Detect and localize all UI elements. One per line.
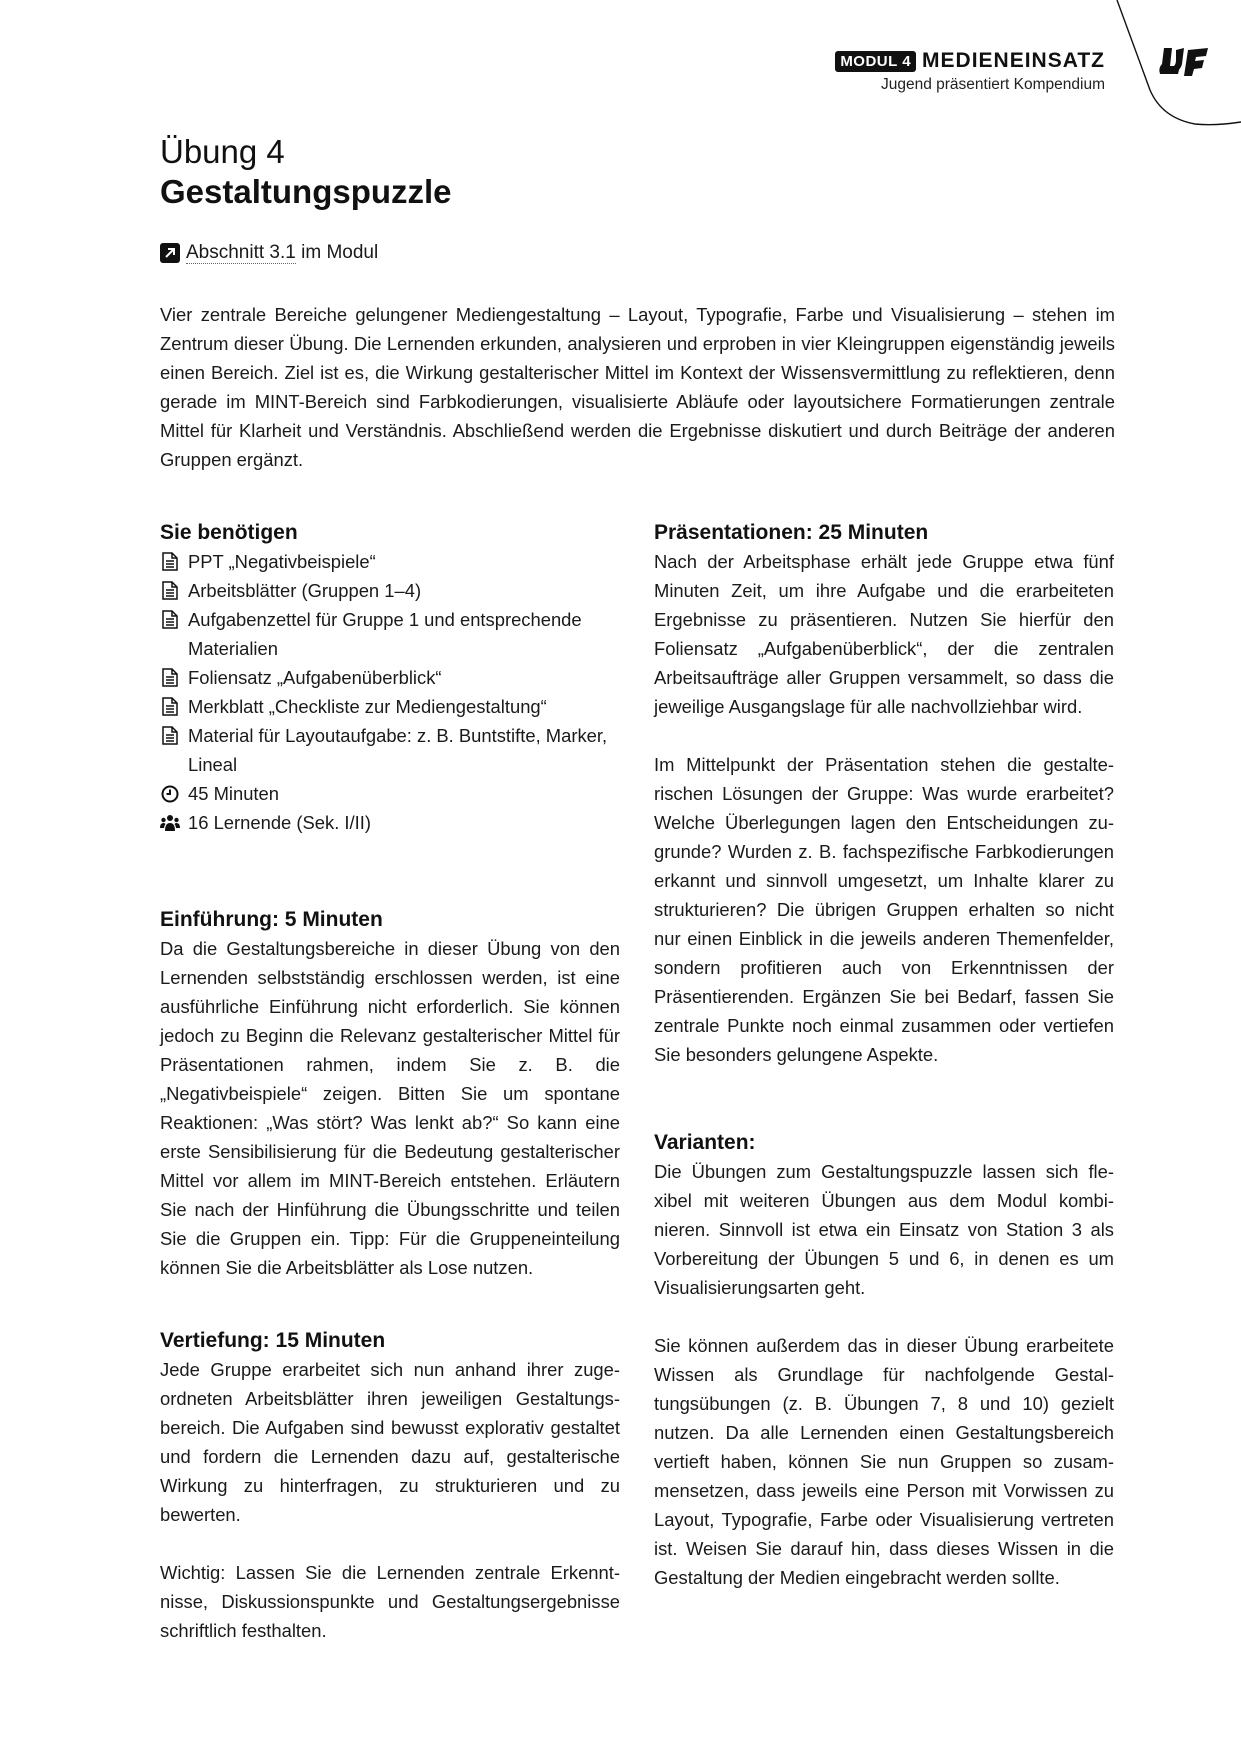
praesentationen-section <box>654 518 1114 1069</box>
section-link-suffix: im Modul <box>295 242 379 263</box>
praesentationen-heading: Präsentationen: 25 Minuten <box>654 521 929 544</box>
varianten-heading: Varianten: <box>654 1131 756 1154</box>
exercise-name: Gestaltungspuzzle <box>160 173 452 210</box>
needs-item <box>160 605 620 663</box>
jp-logo-icon <box>1158 44 1212 80</box>
document-icon <box>160 576 180 605</box>
group-icon <box>160 808 180 837</box>
needs-item <box>160 779 620 808</box>
section-reference <box>160 242 378 264</box>
needs-item-text: 16 Lernende (Sek. I/II) <box>188 812 371 833</box>
needs-item <box>160 692 620 721</box>
needs-section <box>160 518 620 837</box>
document-icon <box>160 721 180 750</box>
vertiefung-note: Wichtig: Lassen Sie die Lernenden zentrale Erkenntnisse, Diskussionspunkte und Gestaltungsergebnisse schriftlich festhalten. <box>160 1562 620 1641</box>
varianten-section <box>654 1128 1114 1592</box>
clock-icon <box>160 779 180 808</box>
needs-item-text: Aufgabenzettel für Gruppe 1 und entsprechende Materialien <box>188 609 582 659</box>
vertiefung-heading: Vertiefung: 15 Minuten <box>160 1329 386 1352</box>
needs-item-text: 45 Minuten <box>188 783 279 804</box>
needs-item <box>160 547 620 576</box>
document-icon <box>160 547 180 576</box>
module-badge: MODUL 4 <box>835 51 916 72</box>
section-link[interactable]: Abschnitt 3.1 <box>186 242 296 263</box>
needs-heading: Sie benötigen <box>160 521 298 544</box>
intro-section <box>160 300 1115 474</box>
einfuehrung-section <box>160 905 620 1282</box>
einfuehrung-heading: Einführung: 5 Minuten <box>160 908 383 931</box>
module-title: MEDIENEINSATZ <box>922 49 1105 72</box>
document-icon <box>160 605 180 634</box>
einfuehrung-text: Da die Gestaltungsbereiche in dieser Übung von den Lernenden selbstständig erschlossen werden, ist eine ausführliche Einführung nicht erforderlich. Sie können jedoch zu Beginn die Relevanz gestalterischer Mittel für Präsentationen rahmen, indem Sie z. B. die „Negativbeispiele“ zeigen. Bitten Sie um spontane Reaktionen: „Was stört? Was lenkt ab?“ So kann eine erste Sensibilisierung für die Bedeutung gestalterischer Mittel vor allem im MINT-Bereich entstehen. Erläutern Sie nach der Hinführung die Übungsschritte und teilen Sie die Gruppen ein. Tipp: Für die Gruppeneinteilung können Sie die Arbeitsblätter als Lose nutzen. <box>160 938 620 1278</box>
needs-item-text: Merkblatt „Checkliste zur Mediengestaltung“ <box>188 696 547 717</box>
varianten-text: Die Übungen zum Gestaltungspuzzle lassen sich flexibel mit weiteren Übungen aus dem Modul kombinieren. Sinnvoll ist etwa ein Einsatz von Station 3 als Vorbereitung der Übungen 5 und 6, in denen es um Visualisierungsarten geht. <box>654 1161 1114 1298</box>
arrow-up-right-icon <box>160 243 180 263</box>
document-icon <box>160 663 180 692</box>
intro-text: Vier zentrale Bereiche gelungener Mediengestaltung – Layout, Typografie, Farbe und Visualisierung – stehen im Zentrum dieser Übung. Die Lernenden erkunden, analysieren und erproben in vier Kleingruppen eigenständig jeweils einen Bereich. Ziel ist es, die Wirkung gestalterischer Mittel im Kontext der Wissensvermittlung zu reflektieren, denn gerade im MINT-Bereich sind Farbkodierungen, visualisierte Abläufe oder layoutsichere Formatierungen zentrale Mittel für Klarheit und Verständnis. Abschließend werden die Ergebnisse diskutiert und durch Beiträge der anderen Gruppen ergänzt. <box>160 304 1115 470</box>
document-icon <box>160 692 180 721</box>
vertiefung-text: Jede Gruppe erarbeitet sich nun anhand ihrer zugeordneten Arbeitsblätter ihren jeweiligen Gestaltungsbereich. Die Aufgaben sind bewusst explorativ gestaltet und fordern die Lernenden dazu auf, gestalterische Wirkung zu hinterfragen, zu strukturieren und zu bewerten. <box>160 1359 620 1525</box>
exercise-number: Übung 4 <box>160 133 285 170</box>
page-header <box>835 50 1105 94</box>
header-subtitle: Jugend präsentiert Kompendium <box>880 76 1105 93</box>
praesentationen-text: Nach der Arbeitsphase erhält jede Gruppe etwa fünf Minuten Zeit, um ihre Aufgabe und die erarbeiteten Ergebnisse zu präsentieren. Nutzen Sie hierfür den Foliensatz „Aufgabenüberblick“, der die zentralen Arbeitsaufträge aller Gruppen versammelt, so dass die jeweilige Ausgangslage für alle nachvollziehbar wird. <box>654 551 1114 717</box>
praesentationen-text-2: Im Mittelpunkt der Präsentation stehen die gestalterischen Lösungen der Gruppe: Was wurde erarbeitet? Welche Überlegungen lagen den Entscheidungen zugrunde? Wurden z. B. fachspezifische Farbkodierungen erkannt und sinnvoll umgesetzt, um Inhalte klarer zu strukturieren? Die übrigen Gruppen erhalten so nicht nur einen Einblick in die jeweils anderen Themenfelder, sondern profitieren auch von Erkenntnissen der Präsentierenden. Ergänzen Sie bei Bedarf, fassen Sie zentrale Punkte noch einmal zusammen oder vertiefen Sie besonders gelungene Aspekte. <box>654 754 1114 1065</box>
needs-item-text: PPT „Negativbeispiele“ <box>188 551 376 572</box>
needs-item-text: Foliensatz „Aufgabenüberblick“ <box>188 667 442 688</box>
vertiefung-section <box>160 1326 620 1645</box>
needs-item <box>160 576 620 605</box>
needs-item-text: Arbeitsblätter (Gruppen 1–4) <box>188 580 422 601</box>
varianten-text-2: Sie können außerdem das in dieser Übung erarbeitete Wissen als Grundlage für nachfolgende Gestaltungsübungen (z. B. Übungen 7, 8 und 10) gezielt nutzen. Da alle Lernenden einen Gestaltungsbereich vertieft haben, können Sie nun Gruppen so zusammensetzen, dass jeweils eine Person mit Vorwissen zu Layout, Typografie, Farbe oder Visualisierung vertreten ist. Weisen Sie darauf hin, dass dieses Wissen in die Gestaltung der Medien eingebracht werden sollte. <box>654 1335 1114 1588</box>
needs-item <box>160 663 620 692</box>
needs-item <box>160 808 620 837</box>
needs-item <box>160 721 620 779</box>
needs-list <box>160 547 620 837</box>
needs-item-text: Material für Layoutaufgabe: z. B. Buntstifte, Marker, Lineal <box>188 725 608 775</box>
exercise-title <box>160 132 452 212</box>
